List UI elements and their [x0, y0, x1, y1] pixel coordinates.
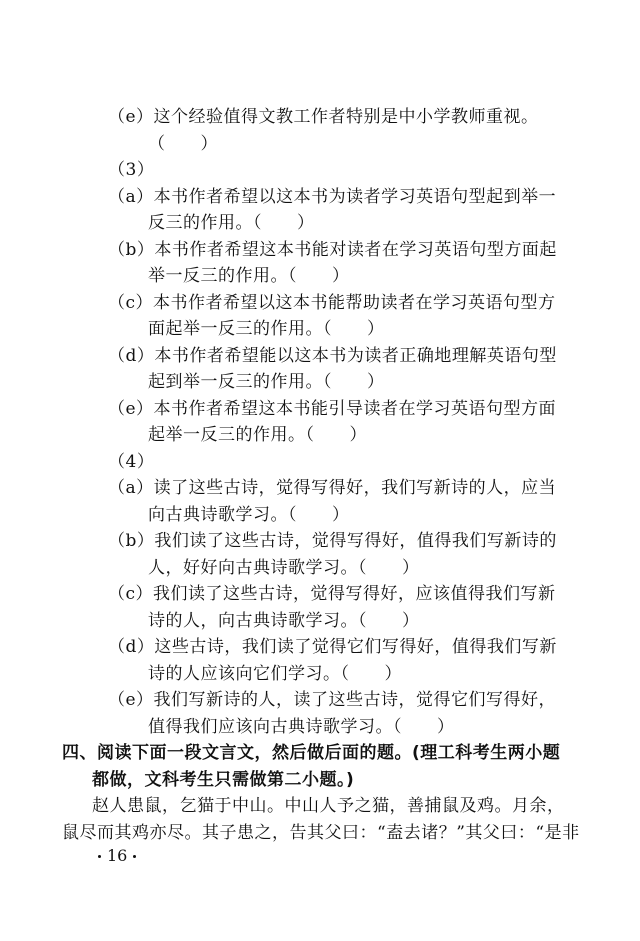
text-line: 诗的人应该向它们学习。（ ）	[148, 664, 402, 684]
page-number	[92, 846, 142, 865]
page-number-dot-right	[133, 855, 136, 858]
text-line: （ ）	[148, 134, 218, 154]
text-line: （b）本书作者希望这本书能对读者在学习英语句型方面起	[108, 240, 557, 260]
text-line: 四、阅读下面一段文言文，然后做后面的题。(理工科考生两小题	[62, 743, 561, 763]
text-line: （b）我们读了这些古诗，觉得写得好，值得我们写新诗的	[108, 531, 557, 551]
text-line: 值得我们应该向古典诗歌学习。（ ）	[148, 717, 455, 737]
text-line: 起举一反三的作用。（ ）	[148, 425, 367, 445]
text-line: 面起举一反三的作用。（ ）	[148, 319, 385, 339]
page-number-text: 16	[107, 846, 128, 865]
text-line: （4）	[108, 452, 155, 472]
text-line: 反三的作用。（ ）	[148, 213, 315, 233]
text-line: （e）我们写新诗的人，读了这些古诗，觉得它们写得好，	[108, 690, 557, 710]
text-line: （e）本书作者希望这本书能引导读者在学习英语句型方面	[108, 399, 557, 419]
text-line: （c）本书作者希望以这本书能帮助读者在学习英语句型方	[108, 293, 556, 313]
text-line: （a）读了这些古诗，觉得写得好，我们写新诗的人，应当	[108, 478, 557, 498]
text-line: 诗的人，向古典诗歌学习。（ ）	[148, 611, 420, 631]
text-line: （c）我们读了这些古诗，觉得写得好，应该值得我们写新	[108, 584, 556, 604]
page-number-dot-left	[98, 855, 101, 858]
text-line: （a）本书作者希望以这本书为读者学习英语句型起到举一	[108, 187, 557, 207]
text-line: （d）这些古诗，我们读了觉得它们写得好，值得我们写新	[108, 637, 557, 657]
text-line: 鼠尽而其鸡亦尽。其子患之，告其父曰：“盍去诸？”其父曰：“是非	[62, 823, 580, 843]
text-line: （e）这个经验值得文教工作者特别是中小学教师重视。	[108, 107, 539, 127]
text-line: 赵人患鼠，乞猫于中山。中山人予之猫，善捕鼠及鸡。月余，	[92, 796, 565, 816]
text-line: 人，好好向古典诗歌学习。（ ）	[148, 558, 420, 578]
text-line: （d）本书作者希望能以这本书为读者正确地理解英语句型	[108, 346, 557, 366]
text-line: 都做，文科考生只需做第二小题。)	[92, 770, 355, 790]
text-line: 向古典诗歌学习。（ ）	[148, 505, 350, 525]
text-line: （3）	[108, 160, 155, 180]
text-line: 举一反三的作用。（ ）	[148, 266, 350, 286]
text-line: 起到举一反三的作用。（ ）	[148, 372, 385, 392]
